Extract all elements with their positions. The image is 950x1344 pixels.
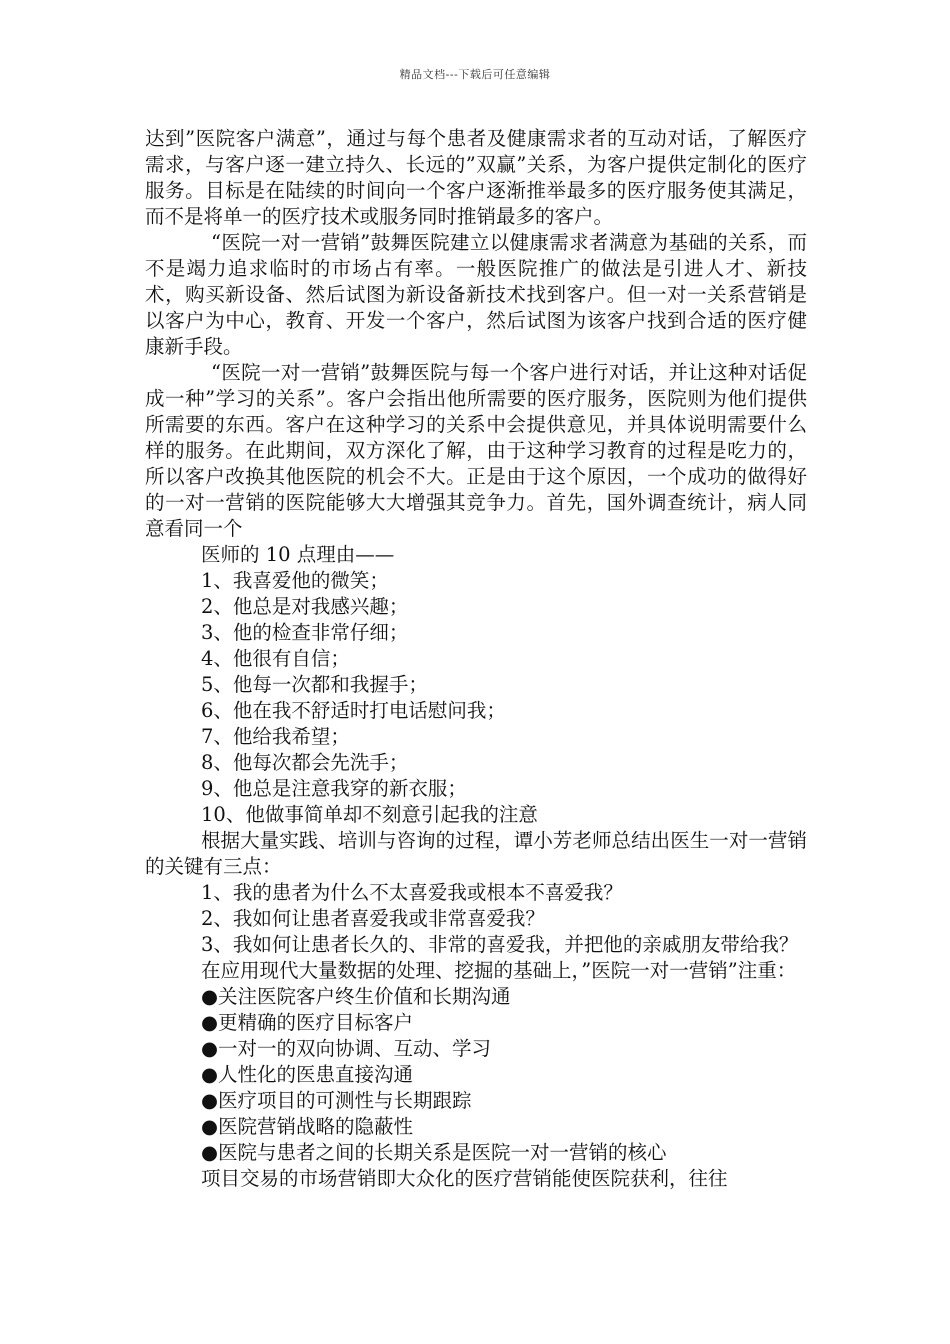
page-header: 精品文档---下载后可任意编辑 xyxy=(399,68,551,81)
reasons-title: 医师的 10 点理由—— xyxy=(201,543,395,566)
paragraph-4: 根据大量实践、培训与咨询的过程，谭小芳老师总结出医生一对一营销的关键有三点： xyxy=(145,829,807,878)
reason-item: 5、他每一次都和我握手； xyxy=(201,673,428,696)
key-item-3: 3、我如何让患者长久的、非常的喜爱我，并把他的亲戚朋友带给我？ xyxy=(201,933,799,956)
reason-item: 4、他很有自信； xyxy=(201,647,350,670)
paragraph-6: 项目交易的市场营销即大众化的医疗营销能使医院获利，往往 xyxy=(201,1167,728,1190)
reason-item: 2、他总是对我感兴趣； xyxy=(201,595,409,618)
paragraph-2: “医院一对一营销”鼓舞医院建立以健康需求者满意为基础的关系，而不是竭力追求临时的市场占有率。一般医院推广的做法是引进人才、新技术，购买新设备、然后试图为新设备新技术找到客户。但一对一关系营销是以客户为中心，教育、开发一个客户，然后试图为该客户找到合适的医疗健康新手段。 xyxy=(145,231,807,358)
bullet-item: ●人性化的医患直接沟通 xyxy=(201,1063,414,1086)
key-item: 2、我如何让患者喜爱我或非常喜爱我？ xyxy=(201,907,545,930)
bullet-item: ●更精确的医疗目标客户 xyxy=(201,1011,414,1034)
reason-item: 9、他总是注意我穿的新衣服； xyxy=(201,777,467,800)
paragraph-5: 在应用现代大量数据的处理、挖掘的基础上，”医院一对一营销”注重： xyxy=(201,959,797,982)
document-body xyxy=(145,126,807,1192)
bullet-item: ●关注医院客户终生价值和长期沟通 xyxy=(201,985,511,1008)
reason-item: 7、他给我希望； xyxy=(201,725,350,748)
paragraph-1: 达到”医院客户满意”，通过与每个患者及健康需求者的互动对话，了解医疗需求，与客户逐一建立持久、长远的”双赢”关系，为客户提供定制化的医疗服务。目标是在陆续的时间向一个客户逐渐推举最多的医疗服务使其满足，而不是将单一的医疗技术或服务同时推销最多的客户。 xyxy=(145,127,807,228)
key-item: 1、我的患者为什么不太喜爱我或根本不喜爱我？ xyxy=(201,881,623,904)
reason-item: 3、他的检查非常仔细； xyxy=(201,621,409,644)
reason-item: 1、我喜爱他的微笑； xyxy=(201,569,389,592)
bullet-item: ●医院营销战略的隐蔽性 xyxy=(201,1115,414,1138)
bullet-item: ●医院与患者之间的长期关系是医院一对一营销的核心 xyxy=(201,1141,667,1164)
reason-item: 10、他做事简单却不刻意引起我的注意 xyxy=(201,803,538,826)
paragraph-3: “医院一对一营销”鼓舞医院与每一个客户进行对话，并让这种对话促成一种”学习的关系”。客户会指出他所需要的医疗服务，医院则为他们提供所需要的东西。客户在这种学习的关系中会提供意见，并具体说明需要什么样的服务。在此期间，双方深化了解，由于这种学习教育的过程是吃力的，所以客户改换其他医院的机会不大。正是由于这个原因，一个成功的做得好的一对一营销的医院能够大大增强其竞争力。首先，国外调查统计，病人同意看同一个 xyxy=(145,361,807,540)
bullet-item: ●医疗项目的可测性与长期跟踪 xyxy=(201,1089,472,1112)
bullet-item: ●一对一的双向协调、互动、学习 xyxy=(201,1037,492,1060)
reason-item: 8、他每次都会先洗手； xyxy=(201,751,409,774)
reason-item: 6、他在我不舒适时打电话慰问我； xyxy=(201,699,506,722)
